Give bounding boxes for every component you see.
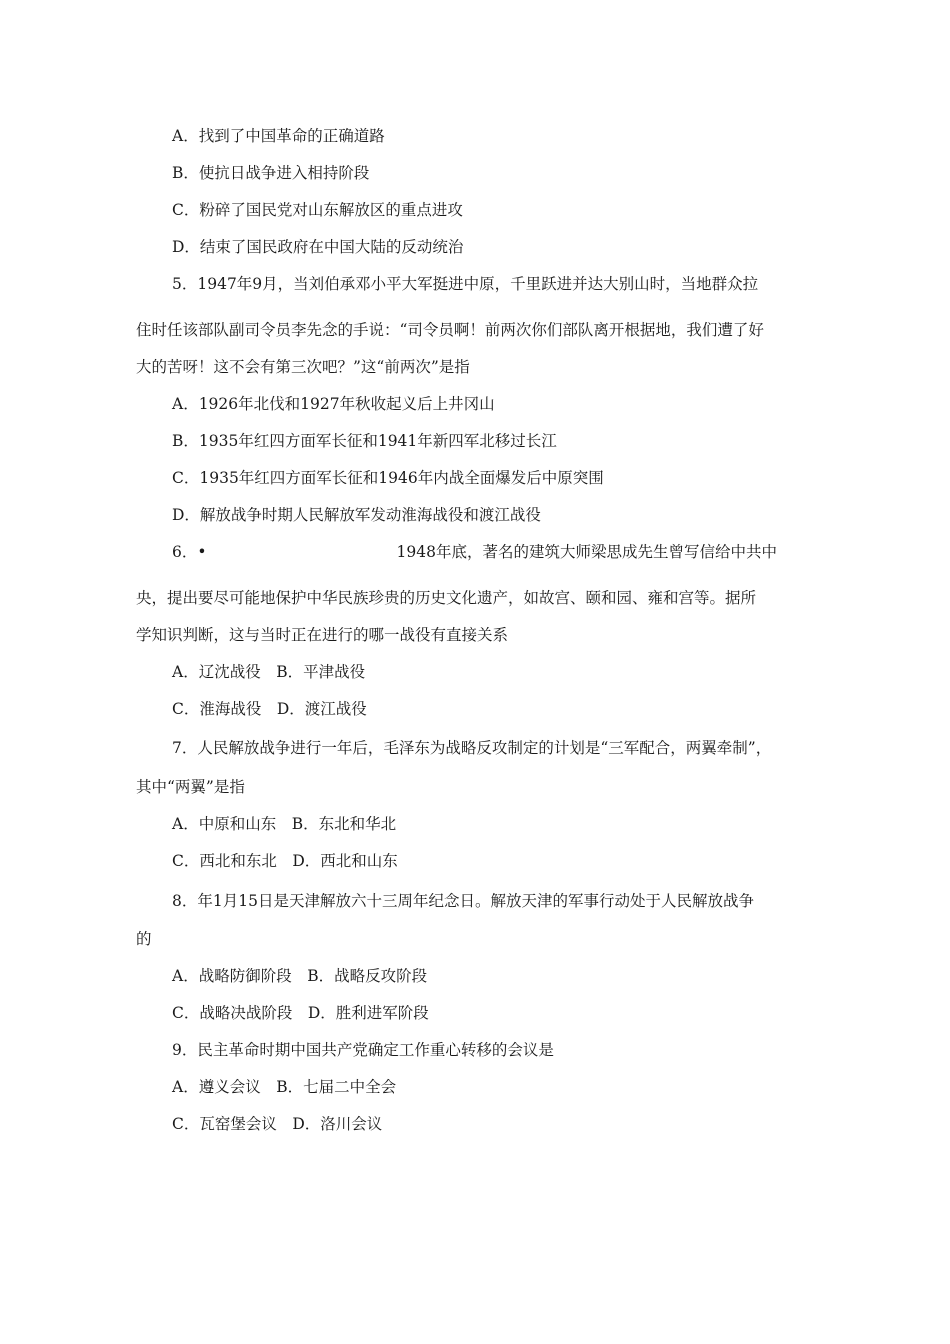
- q9-options-row-1: A．遵义会议 B．七届二中全会: [172, 1078, 397, 1096]
- q4-option-a: A．找到了中国革命的正确道路: [172, 127, 385, 145]
- q9-options-row-2: C．瓦窑堡会议 D．洛川会议: [172, 1115, 383, 1133]
- q5-option-a: A．1926年北伐和1927年秋收起义后上井冈山: [172, 395, 495, 413]
- q7-stem-line-1: 7．人民解放战争进行一年后，毛泽东为战略反攻制定的计划是“三军配合，两翼牵制”，: [172, 739, 772, 757]
- q8-options-row-1: A．战略防御阶段 B．战略反攻阶段: [172, 967, 428, 985]
- q4-option-d: D．结束了国民政府在中国大陆的反动统治: [172, 238, 464, 256]
- q5-option-d: D．解放战争时期人民解放军发动淮海战役和渡江战役: [172, 506, 541, 524]
- q7-options-row-2: C．西北和东北 D．西北和山东: [172, 852, 398, 870]
- q6-stem-text: 1948年底，著名的建筑大师梁思成先生曾写信给中共中: [396, 543, 777, 561]
- q6-stem-line-1: [172, 542, 777, 562]
- q6-stem-line-2: 央，提出要尽可能地保护中华民族珍贵的历史文化遗产，如故宫、颐和园、雍和宫等。据所: [136, 589, 757, 607]
- q8-stem-line-1: 8．年1月15日是天津解放六十三周年纪念日。解放天津的军事行动处于人民解放战争: [172, 892, 754, 910]
- q4-option-c: C．粉碎了国民党对山东解放区的重点进攻: [172, 201, 463, 219]
- q5-option-b: B．1935年红四方面军长征和1941年新四军北移过长江: [172, 432, 557, 450]
- q6-stem-line-3: 学知识判断，这与当时正在进行的哪一战役有直接关系: [136, 626, 509, 644]
- q8-stem-line-2: 的: [136, 930, 152, 948]
- q6-options-row-2: C．淮海战役 D．渡江战役: [172, 700, 367, 718]
- q8-options-row-2: C．战略决战阶段 D．胜利进军阶段: [172, 1004, 429, 1022]
- q5-option-c: C．1935年红四方面军长征和1946年内战全面爆发后中原突围: [172, 469, 604, 487]
- q5-stem-line-1: 5．1947年9月，当刘伯承邓小平大军挺进中原，千里跃进并达大别山时，当地群众拉: [172, 275, 759, 293]
- q4-option-b: B．使抗日战争进入相持阶段: [172, 164, 370, 182]
- q9-stem-line-1: 9．民主革命时期中国共产党确定工作重心转移的会议是: [172, 1041, 554, 1059]
- q6-options-row-1: A．辽沈战役 B．平津战役: [172, 663, 366, 681]
- q5-stem-line-2: 住时任该部队副司令员李先念的手说：“司令员啊！前两次你们部队离开根据地，我们遭了好: [136, 321, 764, 339]
- q6-number: 6．•: [172, 543, 207, 561]
- q5-stem-line-3: 大的苦呀！这不会有第三次吧？”这“前两次”是指: [136, 358, 470, 376]
- q7-options-row-1: A．中原和山东 B．东北和华北: [172, 815, 397, 833]
- q7-stem-line-2: 其中“两翼”是指: [136, 778, 245, 796]
